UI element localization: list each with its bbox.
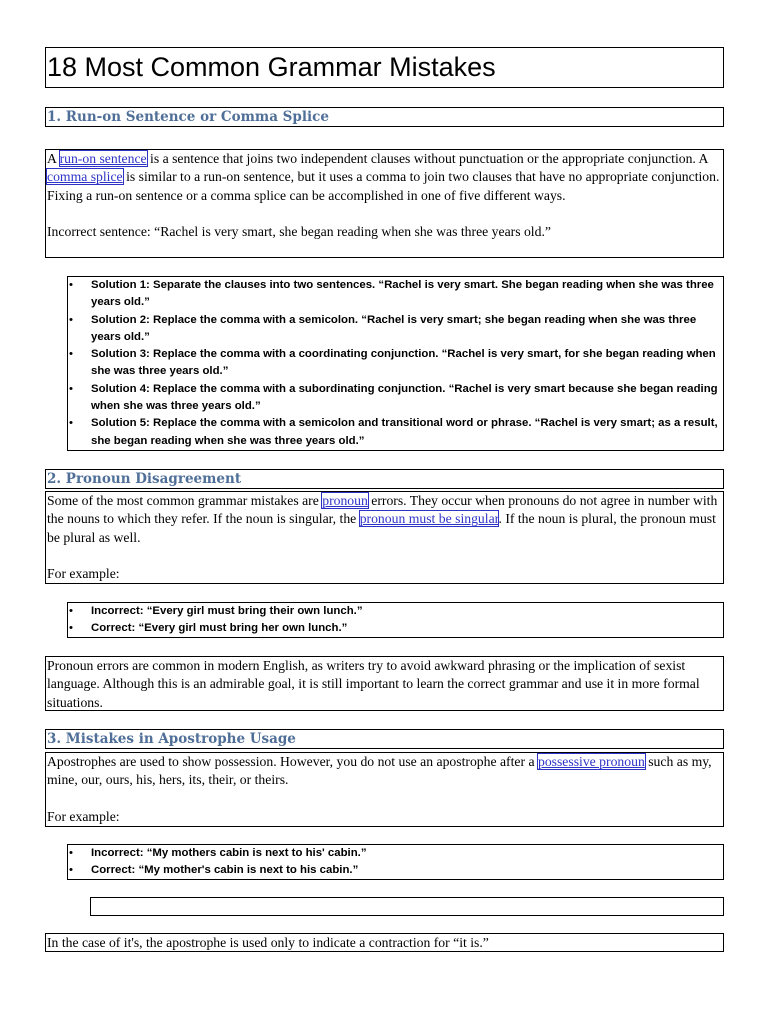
pronoun-examples-box — [67, 602, 724, 638]
solutions-list-box — [67, 276, 724, 451]
section-2-paragraph: Some of the most common grammar mistakes are pronoun errors. They occur when pronouns do not agree in number with the nouns to which they refer. If the noun is singular, the pronoun must be singular. If the noun is plural, the pronoun must be plural as well. — [47, 493, 718, 545]
list-item: • Correct: “Every girl must bring her own lunch.” — [69, 620, 719, 637]
possessive-pronoun-link[interactable]: possessive pronoun — [537, 754, 645, 769]
pronoun-link[interactable]: pronoun — [322, 493, 368, 508]
list-item: • Incorrect: “My mothers cabin is next to his' cabin.” — [69, 845, 719, 862]
section-1-intro — [45, 149, 724, 258]
empty-box — [90, 897, 724, 916]
pronoun-examples-list — [69, 603, 719, 638]
apostrophe-examples-box — [67, 844, 724, 880]
section-1-paragraph: A run-on sentence is a sentence that joins two independent clauses without punctuation or the appropriate conjunction. A comma splice is similar to a run-on sentence, but it uses a comma to join two clauses that have no appropriate conjunction. Fixing a run-on sentence or a comma splice can be accomplished in one of five different ways. — [47, 151, 720, 203]
apostrophe-examples-list — [69, 845, 719, 880]
page-title: 18 Most Common Grammar Mistakes — [45, 47, 724, 88]
pronoun-must-be-singular-link[interactable]: pronoun must be singular — [359, 511, 499, 527]
list-item: • Solution 2: Replace the comma with a semicolon. “Rachel is very smart; she began reading when she was three years old.” — [69, 312, 719, 347]
section-3-paragraph: Apostrophes are used to show possession. However, you do not use an apostrophe after a possessive pronoun such as my, mine, our, ours, his, hers, its, their, or theirs. — [47, 754, 712, 788]
for-example-label: For example: — [47, 566, 120, 582]
pronoun-note: Pronoun errors are common in modern English, as writers try to avoid awkward phrasing or the implication of sexist language. Although this is an admirable goal, it is still important to learn the correct grammar and use it in more formal situations. — [45, 656, 724, 711]
list-item: • Solution 5: Replace the comma with a semicolon and transitional word or phrase. “Rachel is very smart; as a result, she began reading when she was three years old.” — [69, 415, 719, 450]
list-item: • Correct: “My mother's cabin is next to his cabin.” — [69, 862, 719, 879]
section-1-heading: 1. Run-on Sentence or Comma Splice — [45, 107, 724, 127]
for-example-label: For example: — [47, 808, 120, 824]
section-3-intro — [45, 752, 724, 827]
section-2-intro — [45, 491, 724, 584]
apostrophe-note: In the case of it's, the apostrophe is used only to indicate a contraction for “it is.” — [45, 933, 724, 952]
section-2-heading: 2. Pronoun Disagreement — [45, 469, 724, 489]
list-item: • Solution 1: Separate the clauses into two sentences. “Rachel is very smart. She began reading when she was three years old.” — [69, 277, 719, 312]
section-3-heading: 3. Mistakes in Apostrophe Usage — [45, 729, 724, 749]
incorrect-sentence: Incorrect sentence: “Rachel is very smart, she began reading when she was three years old.” — [47, 224, 551, 240]
run-on-sentence-link[interactable]: run-on sentence — [59, 151, 147, 166]
list-item: • Incorrect: “Every girl must bring their own lunch.” — [69, 603, 719, 620]
comma-splice-link[interactable]: comma splice — [47, 169, 123, 185]
solutions-list — [69, 277, 719, 450]
list-item: • Solution 4: Replace the comma with a subordinating conjunction. “Rachel is very smart because she began reading when she was three years old.” — [69, 381, 719, 416]
list-item: • Solution 3: Replace the comma with a coordinating conjunction. “Rachel is very smart, for she began reading when she was three years old.” — [69, 346, 719, 381]
